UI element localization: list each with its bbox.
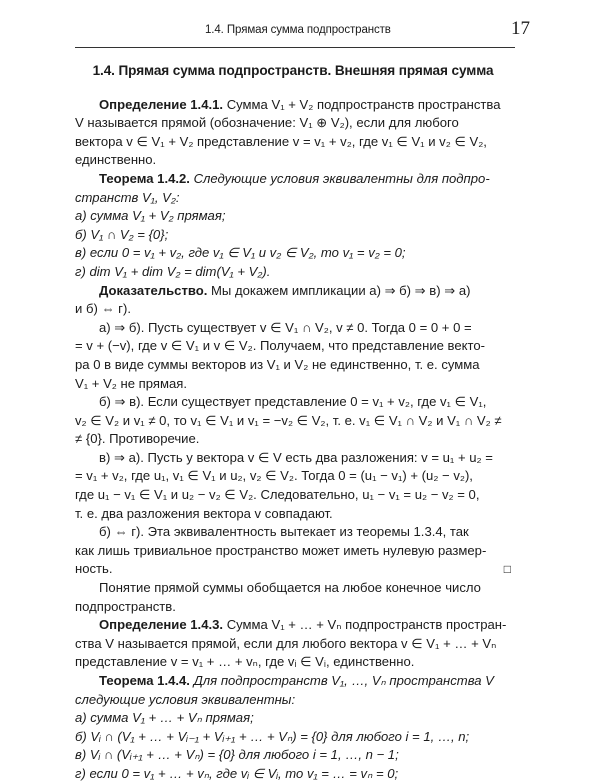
proof-line: б) ⇔ г). Эта эквивалентность вытекает из теоремы 1.3.4, так [99,524,469,540]
header-title: 1.4. Прямая сумма подпространств [205,24,391,36]
definition-line: ства V называется прямой, если для любого вектора v ∈ V₁ + … + Vₙ [75,635,497,651]
proof-line: ра 0 в виде суммы векторов из V₁ и V₂ не единственно, т. е. сумма [75,356,480,372]
definition-1-4-3 [75,616,511,672]
proof-line: в) ⇒ а). Пусть у вектора v ∈ V есть два разложения: v = u₁ + u₂ = [99,449,493,465]
paragraph-line: подпространств. [75,598,176,614]
proof-line: а) ⇒ б). Пусть существует v ∈ V₁ ∩ V₂, v ≠ 0. Тогда 0 = 0 + 0 = [99,319,472,335]
proof-line: б) ⇒ в). Если существует представление 0 = v₁ + v₂, где v₁ ∈ V₁, [99,394,487,410]
proof-line: V₁ + V₂ не прямая. [75,375,188,391]
paragraph-line: Понятие прямой суммы обобщается на любое конечное число [99,580,481,596]
theorem-condition: г) dim V₁ + dim V₂ = dim(V₁ + V₂). [75,263,271,279]
theorem-condition: а) сумма V₁ + V₂ прямая; [75,208,226,224]
page-content [75,62,511,784]
theorem-line: следующие условия эквивалентны: [75,691,296,707]
definition-line: вектора v ∈ V₁ + V₂ представление v = v₁ + v₂, где v₁ ∈ V₁ и v₂ ∈ V₂, [75,133,487,149]
theorem-line [75,170,511,189]
definition-text: Сумма V₁ + … + Vₙ подпространств простран- [226,617,507,633]
theorem-1-4-4 [75,672,511,784]
theorem-line: странств V₁, V₂: [75,189,180,205]
definition-line [75,616,511,635]
proof-line [75,560,511,579]
page-number: 17 [511,18,530,39]
definition-line: представление v = v₁ + … + vₙ, где vᵢ ∈ Vᵢ, единственно. [75,654,415,670]
definition-line [75,96,511,115]
theorem-condition: г) если 0 = v₁ + … + vₙ, где vᵢ ∈ Vᵢ, то v₁ = … = vₙ = 0; [75,765,399,781]
definition-label: Определение 1.4.1. [99,96,224,112]
proof-line: ≠ {0}. Противоречие. [75,431,200,447]
proof-text: ность. [75,561,113,577]
proof-line [75,282,511,301]
proof-intro: Мы докажем импликации а) ⇒ б) ⇒ в) ⇒ а) [211,282,471,298]
theorem-text: Следующие условия эквивалентны для подпро- [193,170,490,186]
proof [75,282,511,580]
qed-icon: □ [503,562,511,577]
theorem-condition: б) Vᵢ ∩ (V₁ + … + Vᵢ₋₁ + Vᵢ₊₁ + … + Vₙ) = {0} для любого i = 1, …, n; [75,728,470,744]
theorem-condition: в) если 0 = v₁ + v₂, где v₁ ∈ V₁ и v₂ ∈ V₂, то v₁ = v₂ = 0; [75,245,406,261]
theorem-condition: а) сумма V₁ + … + Vₙ прямая; [75,710,254,726]
theorem-label: Теорема 1.4.2. [99,170,190,186]
definition-1-4-1 [75,96,511,170]
definition-line: единственно. [75,152,157,168]
proof-line: т. е. два разложения вектора v совпадают. [75,505,333,521]
generalization-paragraph [75,579,511,616]
definition-label: Определение 1.4.3. [99,617,224,633]
theorem-1-4-2 [75,170,511,282]
proof-label: Доказательство. [99,282,208,298]
definition-line: V называется прямой (обозначение: V₁ ⊕ V₂), если для любого [75,115,459,131]
header-rule [75,47,515,48]
theorem-text: Для подпространств V₁, …, Vₙ пространства V [193,673,494,688]
proof-line: где u₁ − v₁ ∈ V₁ и u₂ − v₂ ∈ V₂. Следовательно, u₁ − v₁ = u₂ − v₂ = 0, [75,487,480,503]
proof-line: v₂ ∈ V₂ и v₁ ≠ 0, то v₁ ∈ V₁ и v₁ = −v₂ ∈ V₂, т. е. v₁ ∈ V₁ ∩ V₂ и V₁ ∩ V₂ ≠ [75,412,502,428]
theorem-condition: в) Vᵢ ∩ (Vᵢ₊₁ + … + Vₙ) = {0} для любого i = 1, …, n − 1; [75,747,399,763]
theorem-condition: б) V₁ ∩ V₂ = {0}; [75,226,169,242]
proof-line: = v₁ + v₂, где u₁, v₁ ∈ V₁ и u₂, v₂ ∈ V₂. Тогда 0 = (u₁ − v₁) + (u₂ − v₂), [75,468,473,484]
section-title: 1.4. Прямая сумма подпространств. Внешняя прямая сумма [92,63,494,78]
definition-text: Сумма V₁ + V₂ подпространств пространства [226,96,501,112]
proof-line: = v + (−v), где v ∈ V₁ и v ∈ V₂. Получаем, что представление векто- [75,338,486,354]
running-header [0,14,600,48]
proof-line: и б) ⇔ г). [75,301,131,317]
theorem-label: Теорема 1.4.4. [99,673,190,688]
proof-line: как лишь тривиальное пространство может иметь нулевую размер- [75,542,487,558]
theorem-line [75,672,511,691]
